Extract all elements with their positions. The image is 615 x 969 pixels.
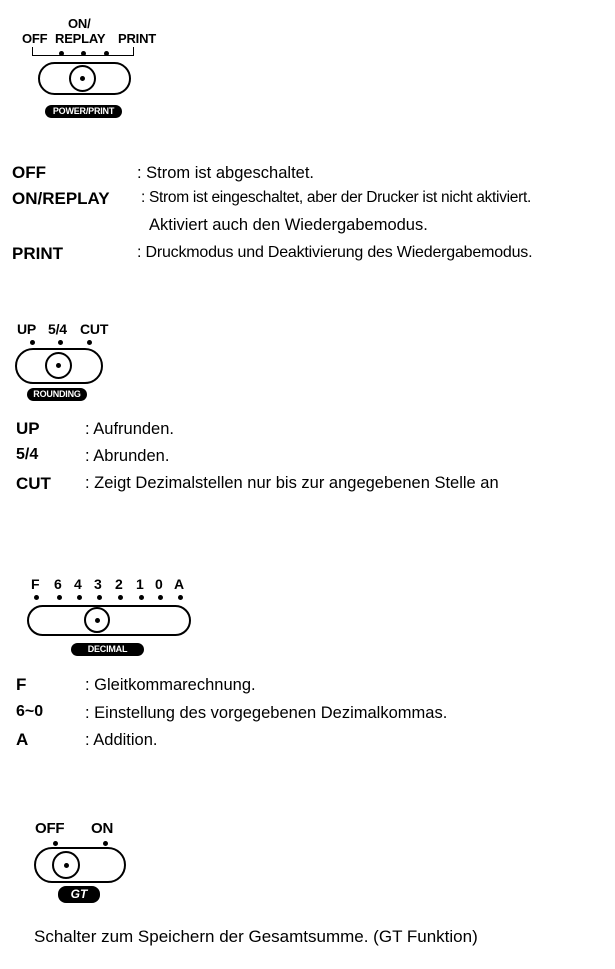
gt-slider-knob[interactable] bbox=[52, 851, 80, 879]
power-print-badge: POWER/PRINT bbox=[45, 105, 122, 118]
term-a: A bbox=[16, 730, 29, 749]
term-cut: CUT bbox=[16, 474, 51, 493]
position-dot bbox=[158, 595, 163, 600]
switch-label-6: 6 bbox=[54, 576, 62, 592]
position-dot bbox=[87, 340, 92, 345]
desc-on-replay-cont: Aktiviert auch den Wiedergabemodus. bbox=[149, 216, 428, 234]
position-dot bbox=[81, 51, 86, 56]
desc-off: : Strom ist abgeschaltet. bbox=[137, 164, 314, 182]
switch-label-cut: CUT bbox=[80, 321, 109, 337]
position-dot bbox=[103, 841, 108, 846]
position-dot bbox=[118, 595, 123, 600]
position-dot bbox=[139, 595, 144, 600]
position-dot bbox=[30, 340, 35, 345]
position-dot bbox=[57, 595, 62, 600]
term-off: OFF bbox=[12, 163, 46, 182]
desc-cut: : Zeigt Dezimalstellen nur bis zur angegebenen Stelle an bbox=[85, 474, 499, 492]
desc-a: : Addition. bbox=[85, 731, 158, 749]
term-print: PRINT bbox=[12, 244, 63, 263]
switch-label-on: ON/ bbox=[68, 16, 91, 31]
switch-label-f: F bbox=[31, 576, 40, 592]
decimal-badge: DECIMAL bbox=[71, 643, 144, 656]
switch-label-0: 0 bbox=[155, 576, 163, 592]
position-dot bbox=[53, 841, 58, 846]
position-dot bbox=[178, 595, 183, 600]
position-dot bbox=[58, 340, 63, 345]
switch-label-off: OFF bbox=[22, 31, 48, 46]
position-dot bbox=[77, 595, 82, 600]
gt-slider-track[interactable] bbox=[34, 847, 126, 883]
desc-up: : Aufrunden. bbox=[85, 420, 174, 438]
term-6-0: 6~0 bbox=[16, 703, 44, 720]
switch-label-gt-off: OFF bbox=[35, 820, 65, 837]
power-slider-knob[interactable] bbox=[69, 65, 96, 92]
switch-label-a: A bbox=[174, 576, 184, 592]
gt-badge: GT bbox=[58, 886, 100, 903]
switch-label-gt-on: ON bbox=[91, 820, 114, 837]
switch-label-1: 1 bbox=[136, 576, 144, 592]
gt-caption: Schalter zum Speichern der Gesamtsumme. (GT Funktion) bbox=[34, 927, 478, 946]
switch-label-print: PRINT bbox=[118, 31, 157, 46]
desc-print: : Druckmodus und Deaktivierung des Wiedergabemodus. bbox=[137, 244, 533, 261]
switch-label-2: 2 bbox=[115, 576, 123, 592]
switch-label-3: 3 bbox=[94, 576, 102, 592]
decimal-slider-knob[interactable] bbox=[84, 607, 110, 633]
switch-label-4: 4 bbox=[74, 576, 82, 592]
desc-5-4: : Abrunden. bbox=[85, 447, 170, 465]
switch-label-up: UP bbox=[17, 321, 37, 337]
rounding-badge: ROUNDING bbox=[27, 388, 87, 401]
switch-label-replay: REPLAY bbox=[55, 31, 106, 46]
desc-6-0: : Einstellung des vorgegebenen Dezimalkommas. bbox=[85, 704, 448, 722]
position-dot bbox=[59, 51, 64, 56]
term-up: UP bbox=[16, 419, 40, 438]
position-dot bbox=[34, 595, 39, 600]
term-on-replay: ON/REPLAY bbox=[12, 189, 110, 208]
rounding-slider-knob[interactable] bbox=[45, 352, 72, 379]
position-dot bbox=[104, 51, 109, 56]
term-5-4: 5/4 bbox=[16, 446, 39, 463]
desc-on-replay: : Strom ist eingeschaltet, aber der Drucker ist nicht aktiviert. bbox=[141, 189, 531, 206]
term-f: F bbox=[16, 675, 27, 694]
switch-label-5-4: 5/4 bbox=[48, 321, 67, 337]
desc-f: : Gleitkommarechnung. bbox=[85, 676, 256, 694]
position-dot bbox=[97, 595, 102, 600]
